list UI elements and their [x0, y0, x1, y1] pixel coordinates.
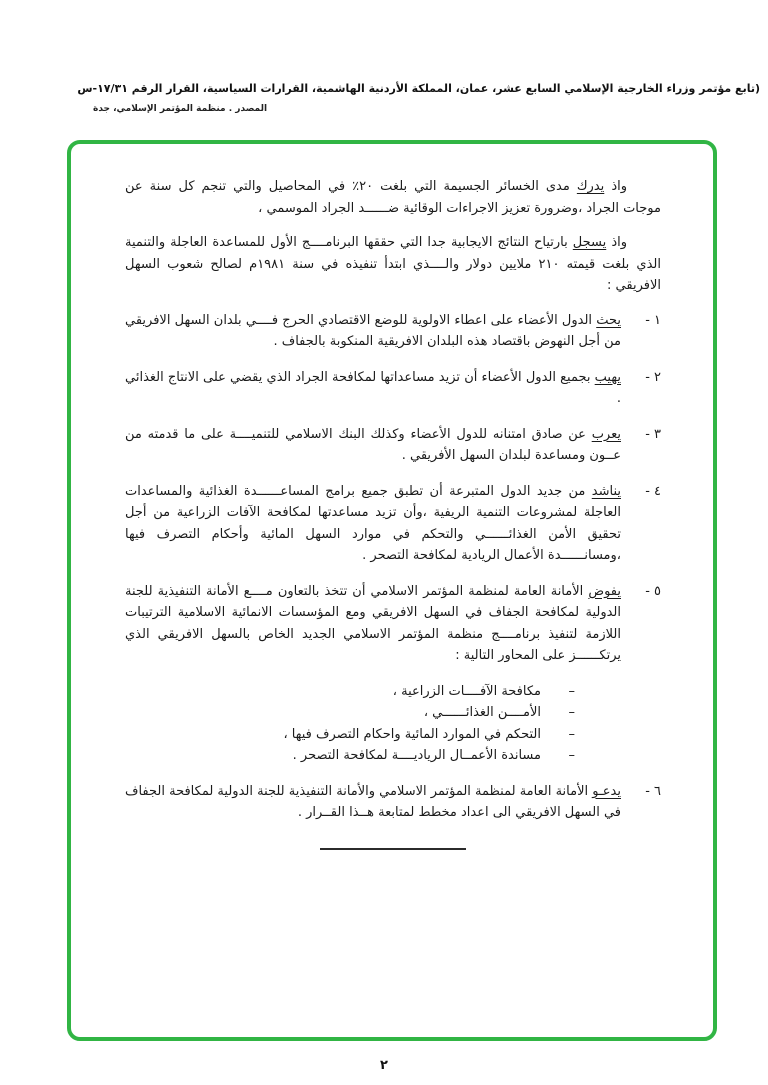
- intro-paragraph-2: [125, 232, 661, 297]
- item-text: [125, 424, 621, 467]
- dash-bullet: –: [568, 683, 575, 699]
- resolution-item-2: [125, 367, 661, 410]
- resolution-item-3: [125, 424, 661, 467]
- source-line: المصدر . منظمة المؤتمر الإسلامي، جدة: [93, 104, 268, 114]
- item-number: ٦ -: [645, 783, 661, 799]
- item-body: بجميع الدول الأعضاء أن تزيد مساعداتها لمكافحة الجراد الذي يقضي على الانتاج الغذائي .: [125, 369, 621, 406]
- sub-item-text: الأمــــن الغذائــــــي ،: [423, 705, 541, 720]
- item-body: الأمانة العامة لمنظمة المؤتمر الاسلامي والأمانة التنفيذية للجنة الدولية لمكافحة الجفاف في السهل الافريقي الى اعداد مخطط لمتابعة هــذا القــرار .: [125, 783, 621, 820]
- item-lead-word: يحث: [596, 312, 621, 328]
- sub-item-text: مكافحة الآفــــات الزراعية ،: [392, 683, 541, 699]
- item-body: من جديد الدول المتبرعة أن تطبق جميع برامج المساعــــــدة الغذائية والمساعدات العاجلة لمشروعات التنمية الريفية ،وأن تزيد مساعدتها لمكافحة الآفات الزراعية من أجل تحقيق الأمن الغذائــــــي والتحكم في موارد السهل المائية وأحكام التصرف فيها ،ومسانــــــدة الأعمال الريادية لمكافحة التصحر .: [125, 483, 621, 563]
- sub-item-list: [125, 681, 575, 767]
- intro-text: مدى الخسائر الجسيمة التي بلغت ٢٠٪ في المحاصيل والتي تنجم كل سنة عن موجات الجراد ،وضرورة تعزيز الاجراءات الوقائية ضــــــد الجراد الموسمي ،: [125, 179, 661, 216]
- item-text: [125, 481, 621, 567]
- intro-prefix: واذ: [611, 179, 627, 194]
- item-text: [125, 581, 621, 667]
- closing-rule: [320, 848, 466, 850]
- item-body: الدول الأعضاء على اعطاء الاولوية للوضع الاقتصادي الحرج فــــي بلدان السهل الافريقي من أجل النهوض باقتصاد هذه البلدان الافريقية المنكوبة بالجفاف .: [125, 312, 621, 349]
- item-number: ٤ -: [645, 483, 661, 499]
- item-number: ٣ -: [645, 426, 661, 442]
- page-number: ٢: [380, 1058, 388, 1073]
- item-number: ٢ -: [645, 369, 661, 385]
- sub-item-3: [125, 724, 575, 746]
- item-text: [125, 367, 621, 410]
- dash-bullet: –: [568, 705, 575, 720]
- intro-text: بارتياح النتائج الايجابية جدا التي حققها البرنامــــج الأول للمساعدة العاجلة والتنمية الذي بلغت قيمته ٢١٠ ملايين دولار والــــذي ابتدأ تنفيذه في سنة ١٩٨١م لصالح شعوب السهل الافريقي :: [125, 235, 661, 293]
- sub-item-2: [125, 702, 575, 724]
- dash-bullet: –: [568, 726, 575, 742]
- intro-prefix: واذ: [611, 235, 627, 250]
- item-lead-word: يفوض: [588, 583, 621, 599]
- sub-item-4: [125, 745, 575, 767]
- sub-item-text: مساندة الأعمــال الرياديــــة لمكافحة التصحر .: [292, 748, 541, 763]
- resolution-item-1: [125, 310, 661, 353]
- sub-item-1: [125, 681, 575, 703]
- item-body: الأمانة العامة لمنظمة المؤتمر الاسلامي أن تتخذ بالتعاون مــــع الأمانة التنفيذية للجنة الدولية لمكافحة الجفاف في السهل الافريقي ومع المؤسسات الانمائية الاسلامية الترتيبات اللازمة لتنفيذ برنامــــج منظمة المؤتمر الاسلامي الجديد الخاص بالسهل الافريقي الذي يرتكــــــز على المحاور التالية :: [125, 583, 621, 663]
- resolution-item-5: [125, 581, 661, 667]
- item-lead-word: يعرب: [591, 426, 621, 442]
- item-text: [125, 781, 621, 824]
- document-frame: [67, 140, 717, 1041]
- resolution-item-6: [125, 781, 661, 824]
- item-lead-word: يدعـو: [592, 783, 621, 799]
- item-text: [125, 310, 621, 353]
- intro-lead-word: يدرك: [576, 179, 605, 194]
- intro-lead-word: يسجل: [572, 235, 607, 250]
- item-number: ٥ -: [645, 583, 661, 599]
- sub-item-text: التحكم في الموارد المائية واحكام التصرف فيها ،: [283, 726, 541, 742]
- item-number: ١ -: [645, 312, 661, 328]
- intro-paragraph-1: [125, 176, 661, 219]
- item-body: عن صادق امتنانه للدول الأعضاء وكذلك البنك الاسلامي للتنميــــة على ما قدمته من عــون ومساعدة لبلدان السهل الأفريقي .: [125, 426, 621, 463]
- item-lead-word: يهيب: [594, 369, 621, 385]
- header-citation: (تابع مؤتمر وزراء الخارجية الإسلامي السابع عشر، عمان، المملكة الأردنية الهاشمية، القرارات السياسية، القرار الرقم ١٧/٣١-س: [77, 82, 760, 95]
- resolution-item-4: [125, 481, 661, 567]
- dash-bullet: –: [568, 748, 575, 763]
- item-lead-word: يناشد: [591, 483, 621, 499]
